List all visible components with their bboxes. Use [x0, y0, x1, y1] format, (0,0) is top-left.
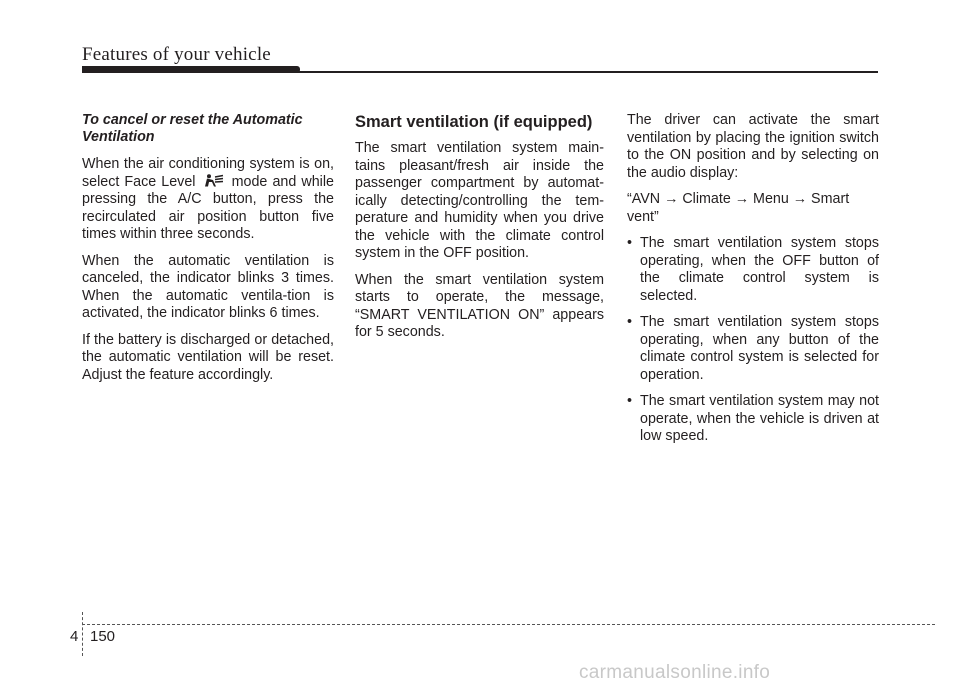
middle-column — [355, 112, 604, 351]
header-rule-thin — [82, 71, 878, 73]
paragraph-battery-reset: If the battery is discharged or detached, the automatic ventilation will be reset. Adjust the feature accordingly. — [82, 331, 334, 383]
paragraph-indicator-blinks: When the automatic ventilation is canceled, the indicator blinks 3 times. When the automatic ventila-tion is activated, the indicator blinks 6 times. — [82, 252, 334, 321]
right-column — [627, 112, 879, 455]
footer-rule — [82, 624, 935, 625]
page-number: 150 — [90, 628, 116, 645]
list-item: • The smart ventilation system stops operating, when any button of the climate control system is selected for operation. — [627, 314, 879, 384]
page-header-title: Features of your vehicle — [82, 44, 271, 65]
paragraph-smart-ventilation-intro: The smart ventilation system main-tains pleasant/fresh air inside the passenger compartment by automat-ically detecting/controlling the tem-perature and humidity when you drive the vehicle with the climate control system in the OFF position. — [355, 140, 604, 261]
watermark-text: carmanualsonline.info — [579, 662, 771, 683]
paragraph-menu-path: “AVN → Climate → Menu → Smart vent” — [627, 191, 850, 225]
paragraph-cancel-reset — [82, 156, 334, 244]
paragraph-text-before-icon: When the air conditioning system is on, select Face Level — [82, 156, 334, 190]
left-column — [82, 112, 334, 393]
smart-ventilation-notes-list — [627, 235, 879, 446]
face-level-vent-icon — [203, 174, 225, 187]
paragraph-smart-ventilation-message: When the smart ventilation system starts to operate, the message, “SMART VENTILATION ON” appears for 5 seconds. — [355, 271, 604, 340]
smart-ventilation-heading: Smart ventilation (if equipped) — [355, 113, 593, 131]
paragraph-activate-smart-ventilation: The driver can activate the smart ventilation by placing the ignition switch to the ON position and by selecting on the audio display: — [627, 112, 879, 181]
list-item: • The smart ventilation system may not operate, when the vehicle is driven at low speed. — [627, 393, 879, 446]
footer-divider — [82, 612, 83, 656]
paragraph-text-after-icon: mode and while pressing the A/C button, press the recirculated air position button five times within three seconds. — [82, 173, 334, 242]
cancel-reset-subheading: To cancel or reset the Automatic Ventilation — [82, 112, 303, 145]
list-item: • The smart ventilation system stops operating, when the OFF button of the climate control system is selected. — [627, 235, 879, 305]
chapter-number: 4 — [70, 628, 79, 645]
